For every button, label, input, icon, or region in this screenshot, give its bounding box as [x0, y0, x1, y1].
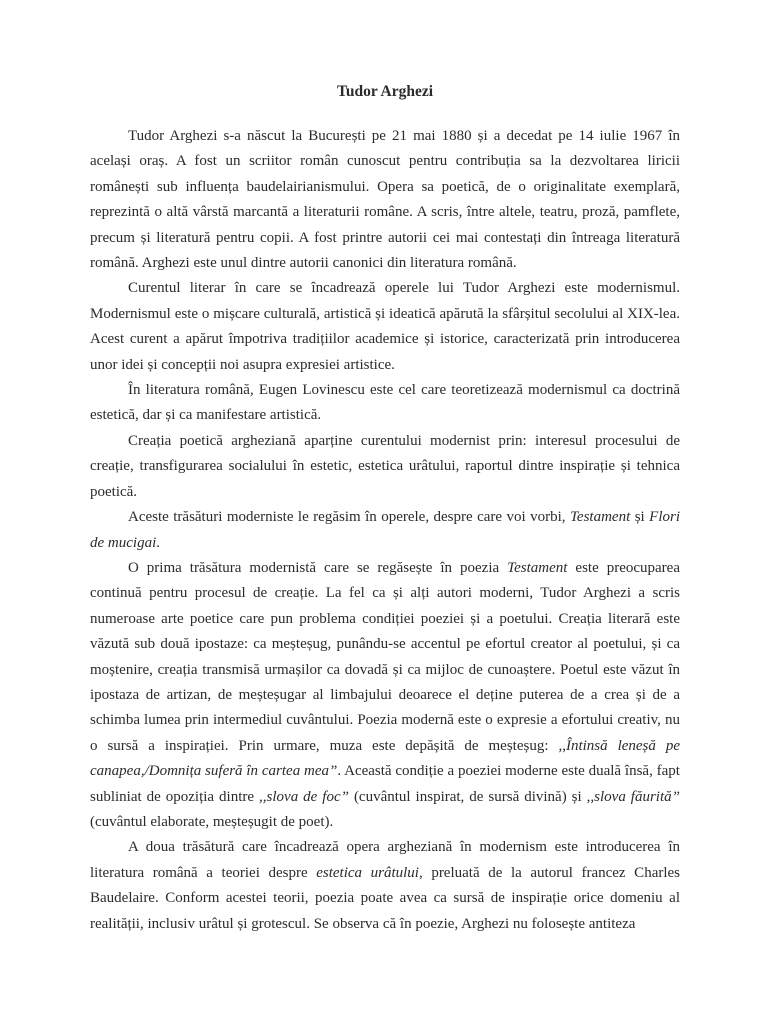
paragraph [90, 276, 680, 378]
paragraph [90, 556, 680, 835]
page-title: Tudor Arghezi [336, 83, 434, 100]
italic-text-run: estetica urâtului [316, 864, 419, 881]
paragraph [90, 124, 680, 276]
text-run: Curentul literar în care se încadrează operele lui Tudor Arghezi este modernismul. Modernismul este o mișcare culturală, artistică și ideatică apărută la sfârșitul secolului al XIX-lea. Acest curent a apărut împotriva tradițiilor academice și istorice, caracterizată prin introducerea unor idei și concepții noi asupra expresiei artistice. [90, 280, 680, 373]
text-run: (cuvântul inspirat, de sursă divină) și [348, 788, 587, 805]
italic-text-run: Flori de mucigai [90, 509, 680, 551]
text-run: În literatura română, Eugen Lovinescu este cel care teoretizează modernismul ca doctrină estetică, dar și ca manifestare artistică. [90, 382, 680, 424]
text-run: și [630, 509, 650, 526]
text-run: . Această condiție a poeziei moderne este duală însă, fapt subliniat de opoziția dintre [90, 763, 680, 805]
text-run: , preluată de la autorul francez Charles Baudelaire. Conform acestei teorii, poezia poate avea ca sursă de inspirație orice domeniu al realității, inclusiv urâtul și grotescul. Se observa că în poezie, Arghezi nu folosește antiteza [90, 864, 681, 932]
text-run: Creația poetică argheziană aparține curentului modernist prin: interesul procesului de creație, transfigurarea socialului în estetic, estetica urâtului, raportul dintre inspirație și tehnica poetică. [90, 432, 680, 500]
paragraph [90, 378, 680, 429]
text-run: O prima trăsătura modernistă care se regăsește în poezia [128, 559, 508, 576]
text-run: . [156, 534, 160, 551]
paragraph [90, 429, 680, 505]
italic-text-run: ,,Întinsă leneșă pe canapea,/Domnița suferă în cartea mea” [90, 737, 680, 780]
document-body [90, 124, 680, 937]
text-run: A doua trăsătură care încadrează opera argheziană în modernism este introducerea în literatura română a teoriei despre [90, 839, 680, 881]
italic-text-run: Testament [569, 509, 631, 526]
italic-text-run: ,,slova făurită” [586, 788, 680, 805]
italic-text-run: ,,slova de foc” [259, 788, 349, 805]
text-run: Aceste trăsături moderniste le regăsim în operele, despre care voi vorbi, [128, 509, 570, 526]
paragraph [90, 835, 680, 937]
italic-text-run: Testament [507, 559, 568, 576]
text-run: (cuvântul elaborate, meșteșugit de poet). [90, 813, 334, 830]
text-run: este preocuparea continuă pentru procesul de creație. La fel ca și alți autori moderni, Tudor Arghezi a scris numeroase arte poetice care pun problema condiției poeziei și a poetului. Creația literară este văzută sub două ipostaze: ca meșteșug, punându-se accentul pe efortul creator al poetului, și ca moștenire, creația transmisă urmașilor ca dovadă și ca mijloc de cunoaștere. Poetul este văzut în ipostaza de artizan, de meșteșugar al limbajului deoarece el deține puterea de a crea și de a schimba lumea prin intermediul cuvântului. Poezia modernă este o expresie a efortului creativ, nu o sursă a inspirației. Prin urmare, muza este depășită de meșteșug: [90, 559, 680, 754]
text-run: Tudor Arghezi s-a născut la București pe 21 mai 1880 și a decedat pe 14 iulie 1967 în același oraș. A fost un scriitor român cunoscut pentru contribuția sa la dezvoltarea liricii românești sub influența baudelairianismului. Opera sa poetică, de o originalitate exemplară, reprezintă o altă vârstă marcantă a literaturii române. A scris, între altele, teatru, proză, pamflete, precum și literatură pentru copii. A fost printre autorii cei mai contestați din întreaga literatură română. Arghezi este unul dintre autorii canonici din literatura română. [90, 128, 680, 272]
paragraph [90, 505, 680, 556]
